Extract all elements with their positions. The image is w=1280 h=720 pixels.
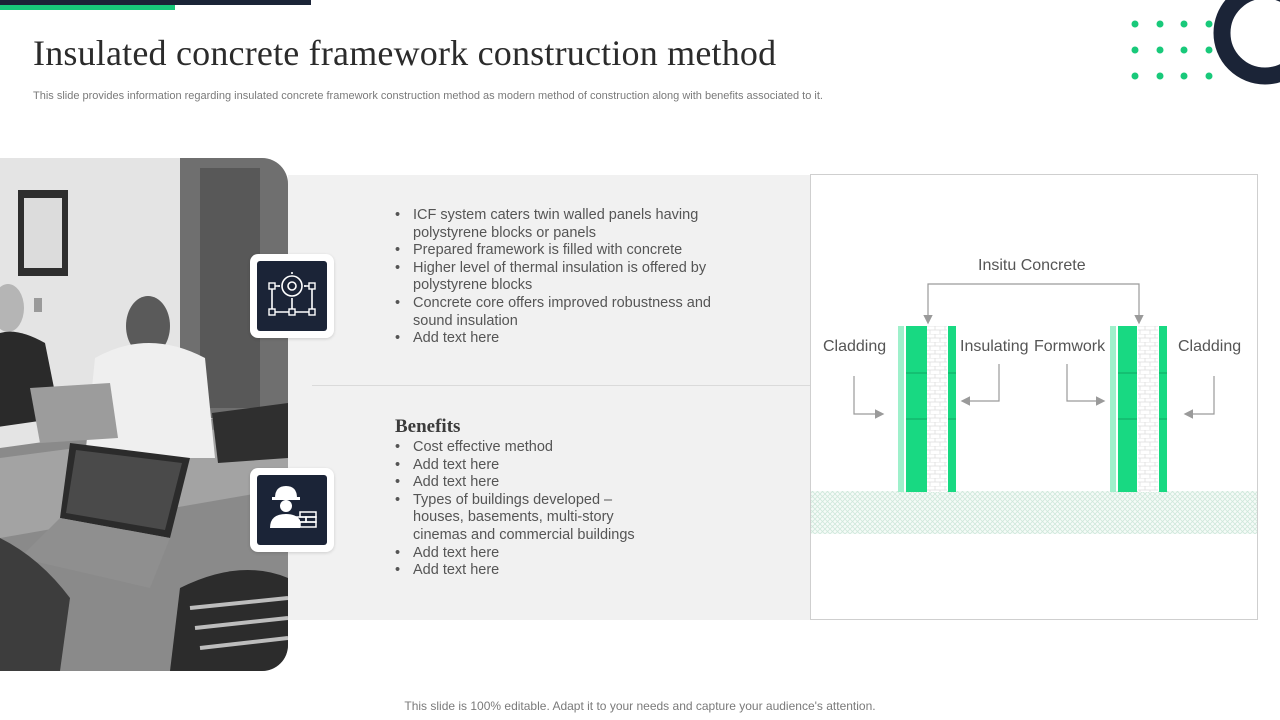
label-insitu-concrete: Insitu Concrete bbox=[978, 257, 1086, 274]
list-item: • Cost effective method bbox=[395, 439, 665, 457]
icf-wall-diagram bbox=[810, 174, 1258, 620]
list-item: • Add text here bbox=[395, 545, 665, 563]
list-item: • Higher level of thermal insulation is offered by polystyrene blocks bbox=[395, 260, 725, 295]
arrow-insulating bbox=[963, 364, 999, 401]
insitu-bracket bbox=[928, 284, 1139, 320]
label-formwork: Formwork bbox=[1034, 338, 1106, 355]
construction-worker-icon-tile bbox=[250, 468, 334, 552]
list-item: • Add text here bbox=[395, 330, 725, 348]
benefits-bullet-list bbox=[395, 439, 665, 580]
slide-subtitle: This slide provides information regarding insulated concrete framework construction method as modern method of construction along with benefits associated to it. bbox=[33, 90, 823, 102]
right-wall bbox=[1110, 326, 1167, 492]
arrow-cladding-right bbox=[1186, 376, 1214, 414]
label-insulating: Insulating bbox=[960, 338, 1029, 355]
construction-worker-icon bbox=[250, 468, 334, 552]
benefits-heading: Benefits bbox=[395, 416, 461, 437]
label-cladding-right: Cladding bbox=[1178, 338, 1242, 355]
left-wall bbox=[898, 326, 956, 492]
team-meeting-photo bbox=[0, 158, 288, 671]
panel-divider bbox=[312, 385, 810, 386]
network-process-icon-tile bbox=[250, 254, 334, 338]
list-item: • ICF system caters twin walled panels having polystyrene blocks or panels bbox=[395, 207, 725, 242]
list-item: • Concrete core offers improved robustness and sound insulation bbox=[395, 295, 725, 330]
footer-note: This slide is 100% editable. Adapt it to your needs and capture your audience's attention. bbox=[404, 699, 876, 713]
method-bullet-list bbox=[395, 207, 725, 348]
arrow-formwork bbox=[1067, 364, 1103, 401]
list-item: • Types of buildings developed – houses, basements, multi-story cinemas and commercial buildings bbox=[395, 492, 665, 545]
list-item: • Prepared framework is filled with concrete bbox=[395, 242, 725, 260]
list-item: • Add text here bbox=[395, 562, 665, 580]
network-process-icon bbox=[250, 254, 334, 338]
decorative-ring bbox=[1210, 0, 1280, 88]
list-item: • Add text here bbox=[395, 474, 665, 492]
top-accent-bar-green bbox=[0, 5, 175, 10]
arrow-cladding-left bbox=[854, 376, 882, 414]
ground-layer bbox=[811, 491, 1257, 534]
label-cladding-left: Cladding bbox=[823, 338, 887, 355]
slide-title: Insulated concrete framework construction method bbox=[33, 33, 777, 73]
list-item: • Add text here bbox=[395, 457, 665, 475]
